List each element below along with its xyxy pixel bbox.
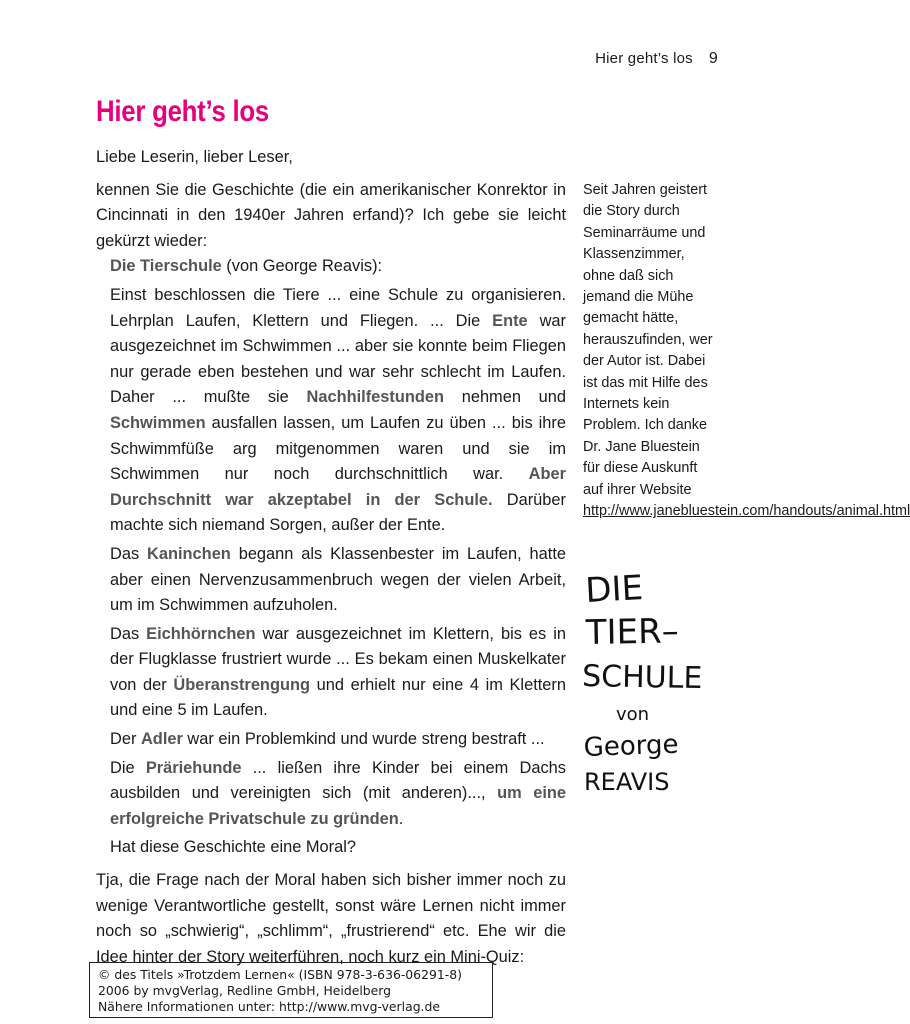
keyword: Schwimmen	[110, 413, 206, 432]
story-paragraph-eagle	[96, 727, 566, 753]
handwritten-note	[572, 560, 742, 800]
page-number: 9	[708, 50, 718, 67]
margin-note	[583, 180, 910, 523]
story-paragraph-rabbit	[96, 542, 566, 619]
margin-note-link[interactable]: http://www.janebluestein.com/handouts/animal.html	[583, 503, 910, 520]
handwriting-line: George	[583, 729, 679, 763]
story-paragraph-prairie-dogs	[96, 756, 566, 833]
text-run: war ein Problemkind und wurde streng bestraft ...	[182, 730, 545, 749]
copyright-line: © des Titels »Trotzdem Lernen« (ISBN 978-3-636-06291-8)	[98, 967, 462, 982]
keyword: um eine erfolgreiche Privatschule zu gründen	[110, 784, 566, 828]
handwriting-line: SCHULE	[581, 659, 703, 697]
text-run: Die	[110, 758, 146, 777]
handwriting-line: TIER–	[585, 611, 680, 653]
main-text	[96, 145, 566, 970]
keyword: Ente	[492, 311, 528, 330]
margin-note-text: Seit Jahren geistert die Story durch Seminarräume und Klassenzimmer, ohne daß sich jemand die Mühe gemacht hätte, herauszufinden, wer der Autor ist. Dabei ist das mit Hilfe des Internets kein Problem. Ich danke Dr. Jane Bluestein für diese Auskunft auf ihrer Website	[583, 182, 713, 498]
story-question: Hat diese Geschichte eine Moral?	[110, 838, 356, 857]
handwritten-note-drawing	[572, 560, 742, 800]
keyword: Kaninchen	[147, 544, 231, 563]
salutation: Liebe Leserin, lieber Leser,	[96, 148, 293, 166]
keyword: Präriehunde	[145, 758, 242, 777]
text-run: Das	[110, 624, 147, 643]
text-run: Einst beschlossen die Tiere ... eine Schule zu organisieren. Lehrplan Laufen, Klettern und Fliegen. ... Die	[110, 285, 566, 330]
text-run: Darüber machte sich niemand Sorgen, außer der Ente.	[110, 490, 566, 535]
copyright-box	[89, 962, 493, 1018]
text-run: nehmen und	[444, 388, 566, 407]
keyword: Aber Durchschnitt war akzeptabel in der Schule.	[110, 465, 566, 509]
text-run: ausfallen lassen, um Laufen zu üben ... bis ihre Schwimmfüße arg mitgenommen waren und sie im Schwimmen nur noch durchschnittlich war.	[110, 413, 566, 484]
keyword: Nachhilfestunden	[306, 388, 445, 407]
keyword: Eichhörnchen	[146, 624, 256, 643]
keyword: Überanstrengung	[173, 675, 310, 694]
running-head	[595, 50, 718, 68]
chapter-title: Hier geht’s los	[96, 95, 269, 128]
handwriting-line: DIE	[584, 568, 645, 611]
keyword: Adler	[140, 730, 183, 749]
text-run: und erhielt nur eine 4 im Klettern und eine 5 im Laufen.	[110, 675, 566, 720]
text-run: war ausgezeichnet im Schwimmen ... aber sie konnte beim Fliegen nur gerade eben bestehen und war sehr schlecht im Laufen. Daher ... mußte sie	[110, 311, 566, 407]
text-run: ... ließen ihre Kinder bei einem Dachs ausbilden und vereinigten sich (mit anderen)...,	[110, 758, 566, 803]
running-title: Hier geht’s los	[595, 50, 693, 67]
story-paragraph-squirrel	[96, 622, 566, 724]
text-run: Der	[110, 730, 141, 749]
text-run: war ausgezeichnet im Klettern, bis es in der Flugklasse frustriert wurde ... Es bekam einen Muskelkater von der	[110, 624, 567, 694]
story-author: (von George Reavis):	[221, 257, 383, 276]
handwriting-line: REAVIS	[584, 768, 670, 796]
text-run: .	[398, 809, 404, 828]
intro-paragraph: kennen Sie die Geschichte (die ein amerikanischer Konrektor in Cincinnati in den 1940er Jahren erfand)? Ich gebe sie leicht gekürzt wieder:	[96, 180, 566, 250]
story-title: Die Tierschule	[110, 257, 222, 276]
copyright-line: 2006 by mvgVerlag, Redline GmbH, Heidelberg	[98, 983, 391, 998]
text-run: Das	[110, 544, 148, 563]
story-heading	[96, 254, 566, 280]
story-paragraph-duck	[96, 283, 566, 539]
text-run: begann als Klassenbester im Laufen, hatte aber einen Nervenzusammenbruch wegen der vielen Arbeit, um im Schwimmen aufzuholen.	[110, 544, 567, 615]
handwriting-line: von	[616, 704, 650, 725]
closing-paragraph: Tja, die Frage nach der Moral haben sich bisher immer noch zu wenige Verantwortliche gestellt, sonst wäre Lernen nicht immer noch so „schwierig“, „schlimm“, „frustrierend“ etc. Ehe wir die Idee hinter der Story weiterführen, noch kurz ein Mini-Quiz:	[96, 871, 566, 966]
copyright-line: Nähere Informationen unter: http://www.mvg-verlag.de	[98, 999, 440, 1014]
